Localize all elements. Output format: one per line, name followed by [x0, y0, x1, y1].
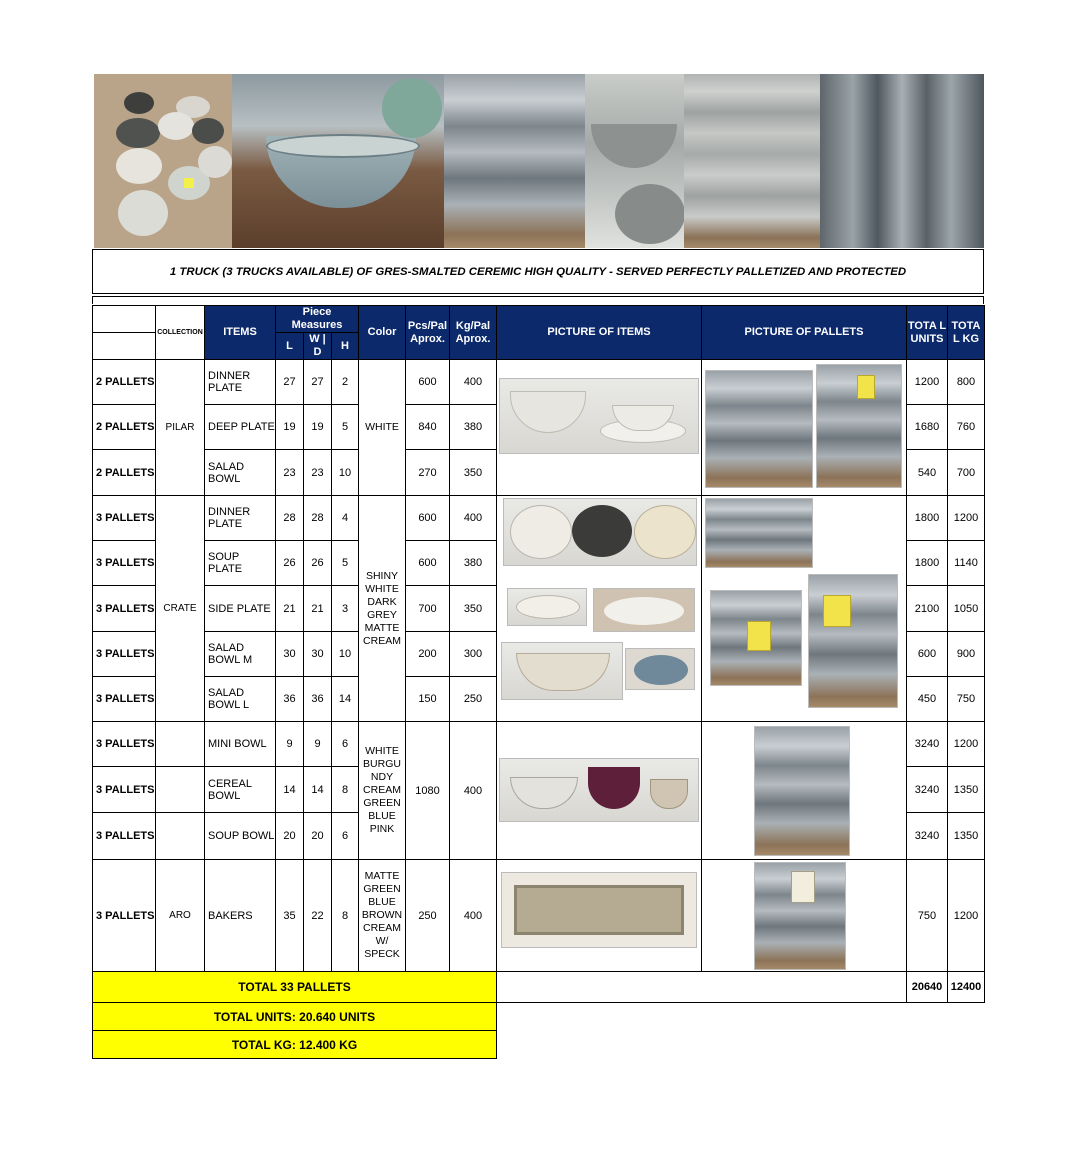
- collection-empty: [156, 813, 205, 860]
- pallets-cell: 3 PALLETS: [93, 632, 156, 677]
- item-cell: MINI BOWL: [205, 722, 276, 767]
- total-kg-cell: 750: [948, 677, 985, 722]
- item-cell: SOUP BOWL: [205, 813, 276, 860]
- header-pcs-pal: Pcs/Pal Aprox.: [406, 306, 450, 360]
- pallets-cell: 2 PALLETS: [93, 360, 156, 405]
- table-row: [93, 860, 985, 972]
- pcs-cell: 200: [406, 632, 450, 677]
- pilar-pallet-image-2: [816, 364, 902, 488]
- width-cell: 26: [304, 541, 332, 586]
- color-crate: SHINY WHITE DARK GREY MATTE CREAM: [359, 496, 406, 722]
- page-title: 1 TRUCK (3 TRUCKS AVAILABLE) OF GRES-SMALTED CEREMIC HIGH QUALITY - SERVED PERFECTLY PALLETIZED AND PROTECTED: [92, 249, 984, 294]
- pcs-cell: 250: [406, 860, 450, 972]
- spacer-row: [92, 296, 984, 304]
- photo-banner: [94, 74, 984, 248]
- total-units-cell: 1680: [907, 405, 948, 450]
- header-total-kg: TOTA L KG: [948, 306, 985, 360]
- kg-cell: 400: [450, 360, 497, 405]
- total-units-cell: 450: [907, 677, 948, 722]
- kg-cell: 400: [450, 496, 497, 541]
- total-kg-cell: 760: [948, 405, 985, 450]
- table-row: [93, 360, 985, 405]
- kg-cell: 350: [450, 450, 497, 496]
- collection-aro: ARO: [156, 860, 205, 972]
- total-units-cell: 1800: [907, 541, 948, 586]
- height-cell: 10: [332, 632, 359, 677]
- width-cell: 30: [304, 632, 332, 677]
- crate-salad-bowl-image: [501, 642, 623, 700]
- pcs-cell: 270: [406, 450, 450, 496]
- width-cell: 27: [304, 360, 332, 405]
- height-cell: 10: [332, 450, 359, 496]
- bowls-pallets-picture: [702, 722, 907, 860]
- crate-pallets-picture: [702, 496, 907, 722]
- plates-assortment-photo: [94, 74, 232, 248]
- total-kg-cell: 1050: [948, 586, 985, 632]
- aro-pallets-picture: [702, 860, 907, 972]
- bowls-image: [499, 758, 699, 822]
- total-units-cell: 600: [907, 632, 948, 677]
- total-kg-line: TOTAL KG: 12.400 KG: [93, 1031, 497, 1059]
- pallets-cell: 3 PALLETS: [93, 541, 156, 586]
- header-wd: W | D: [304, 333, 332, 360]
- crate-plates-image: [503, 498, 697, 566]
- length-cell: 28: [276, 496, 304, 541]
- total-units-cell: 2100: [907, 586, 948, 632]
- collection-empty: [156, 722, 205, 767]
- bowl-pallet-photo: [684, 74, 820, 248]
- length-cell: 20: [276, 813, 304, 860]
- height-cell: 6: [332, 722, 359, 767]
- total-kg-cell: 800: [948, 360, 985, 405]
- height-cell: 5: [332, 541, 359, 586]
- crate-pallet-image-1: [705, 498, 813, 568]
- baker-dish-image: [501, 872, 697, 948]
- pcs-cell: 600: [406, 360, 450, 405]
- collection-crate: CRATE: [156, 496, 205, 722]
- total-kg-cell: 1200: [948, 722, 985, 767]
- bowls-items-picture: [497, 722, 702, 860]
- width-cell: 20: [304, 813, 332, 860]
- grand-total-kg: 12400: [948, 972, 985, 1003]
- totals-spacer: [497, 1003, 985, 1031]
- total-units-cell: 1200: [907, 360, 948, 405]
- header-color: Color: [359, 306, 406, 360]
- header-blank: [93, 306, 156, 333]
- pilar-pallet-image-1: [705, 370, 813, 488]
- totals-blank: [497, 972, 907, 1003]
- item-cell: CEREAL BOWL: [205, 767, 276, 813]
- length-cell: 19: [276, 405, 304, 450]
- header-l: L: [276, 333, 304, 360]
- height-cell: 4: [332, 496, 359, 541]
- color-bowls: WHITE BURGU NDY CREAM GREEN BLUE PINK: [359, 722, 406, 860]
- item-cell: SALAD BOWL: [205, 450, 276, 496]
- pcs-cell: 150: [406, 677, 450, 722]
- total-kg-cell: 700: [948, 450, 985, 496]
- length-cell: 21: [276, 586, 304, 632]
- header-picture-items: PICTURE OF ITEMS: [497, 306, 702, 360]
- width-cell: 21: [304, 586, 332, 632]
- grand-total-units: 20640: [907, 972, 948, 1003]
- width-cell: 14: [304, 767, 332, 813]
- pallets-cell: 2 PALLETS: [93, 450, 156, 496]
- color-aro: MATTE GREEN BLUE BROWN CREAM W/ SPECK: [359, 860, 406, 972]
- pallets-cell: 2 PALLETS: [93, 405, 156, 450]
- kg-cell: 250: [450, 677, 497, 722]
- pallets-cell: 3 PALLETS: [93, 860, 156, 972]
- collection-empty: [156, 767, 205, 813]
- color-pilar: WHITE: [359, 360, 406, 496]
- kg-cell: 400: [450, 860, 497, 972]
- pilar-pallets-picture: [702, 360, 907, 496]
- total-units-cell: 3240: [907, 767, 948, 813]
- total-units-cell: 1800: [907, 496, 948, 541]
- total-units-cell: 750: [907, 860, 948, 972]
- item-cell: SOUP PLATE: [205, 541, 276, 586]
- item-cell: DINNER PLATE: [205, 496, 276, 541]
- totals-spacer: [497, 1031, 985, 1059]
- height-cell: 6: [332, 813, 359, 860]
- crate-soup-plate-image: [593, 588, 695, 632]
- width-cell: 19: [304, 405, 332, 450]
- kg-cell: 380: [450, 405, 497, 450]
- total-kg-cell: 900: [948, 632, 985, 677]
- length-cell: 26: [276, 541, 304, 586]
- bowls-pallet-image: [754, 726, 850, 856]
- header-total-units: TOTA L UNITS: [907, 306, 948, 360]
- total-kg-cell: 1200: [948, 860, 985, 972]
- height-cell: 8: [332, 767, 359, 813]
- item-cell: SIDE PLATE: [205, 586, 276, 632]
- aro-pallet-image: [754, 862, 846, 970]
- item-cell: SALAD BOWL L: [205, 677, 276, 722]
- pallets-cell: 3 PALLETS: [93, 722, 156, 767]
- pallets-cell: 3 PALLETS: [93, 813, 156, 860]
- product-table: [92, 305, 985, 1059]
- kg-cell: 300: [450, 632, 497, 677]
- header-items: ITEMS: [205, 306, 276, 360]
- crate-pallet-image-2: [710, 590, 802, 686]
- width-cell: 36: [304, 677, 332, 722]
- total-kg-cell: 1140: [948, 541, 985, 586]
- stacked-pallet-photo: [444, 74, 585, 248]
- crate-items-picture: [497, 496, 702, 722]
- pallets-cell: 3 PALLETS: [93, 586, 156, 632]
- kg-cell: 350: [450, 586, 497, 632]
- height-cell: 8: [332, 860, 359, 972]
- crate-side-plate-image: [507, 588, 587, 626]
- header-piece-measures: Piece Measures: [276, 306, 359, 333]
- length-cell: 30: [276, 632, 304, 677]
- header-h: H: [332, 333, 359, 360]
- length-cell: 27: [276, 360, 304, 405]
- pcs-cell: 700: [406, 586, 450, 632]
- pallets-cell: 3 PALLETS: [93, 496, 156, 541]
- item-cell: SALAD BOWL M: [205, 632, 276, 677]
- header-collection: COLLECTION: [156, 306, 205, 360]
- crate-pallet-image-3: [808, 574, 898, 708]
- header-picture-pallets: PICTURE OF PALLETS: [702, 306, 907, 360]
- pallets-cell: 3 PALLETS: [93, 677, 156, 722]
- width-cell: 22: [304, 860, 332, 972]
- width-cell: 28: [304, 496, 332, 541]
- height-cell: 2: [332, 360, 359, 405]
- total-units-cell: 540: [907, 450, 948, 496]
- width-cell: 23: [304, 450, 332, 496]
- header-kg-pal: Kg/Pal Aprox.: [450, 306, 497, 360]
- pcs-cell: 840: [406, 405, 450, 450]
- length-cell: 35: [276, 860, 304, 972]
- collection-pilar: PILAR: [156, 360, 205, 496]
- bowl-on-table-photo: [232, 74, 444, 248]
- pcs-bowls: 1080: [406, 722, 450, 860]
- crate-blue-bowl-image: [625, 648, 695, 690]
- total-units-line: TOTAL UNITS: 20.640 UNITS: [93, 1003, 497, 1031]
- pilar-bowl-image: [499, 378, 699, 454]
- pcs-cell: 600: [406, 541, 450, 586]
- total-units-cell: 3240: [907, 813, 948, 860]
- total-kg-cell: 1200: [948, 496, 985, 541]
- length-cell: 23: [276, 450, 304, 496]
- pallets-cell: 3 PALLETS: [93, 767, 156, 813]
- width-cell: 9: [304, 722, 332, 767]
- height-cell: 3: [332, 586, 359, 632]
- total-pallets: TOTAL 33 PALLETS: [93, 972, 497, 1003]
- aro-items-picture: [497, 860, 702, 972]
- table-row: [93, 722, 985, 767]
- kg-bowls: 400: [450, 722, 497, 860]
- kg-cell: 380: [450, 541, 497, 586]
- pilar-items-picture: [497, 360, 702, 496]
- length-cell: 36: [276, 677, 304, 722]
- total-kg-cell: 1350: [948, 813, 985, 860]
- item-cell: BAKERS: [205, 860, 276, 972]
- header-blank-2: [93, 333, 156, 360]
- length-cell: 9: [276, 722, 304, 767]
- item-cell: DINNER PLATE: [205, 360, 276, 405]
- total-kg-cell: 1350: [948, 767, 985, 813]
- pcs-cell: 600: [406, 496, 450, 541]
- height-cell: 5: [332, 405, 359, 450]
- bowls-closeup-photo: [585, 74, 684, 248]
- height-cell: 14: [332, 677, 359, 722]
- wrapped-pallets-photo: [820, 74, 984, 248]
- length-cell: 14: [276, 767, 304, 813]
- total-units-cell: 3240: [907, 722, 948, 767]
- item-cell: DEEP PLATE: [205, 405, 276, 450]
- table-row: [93, 496, 985, 541]
